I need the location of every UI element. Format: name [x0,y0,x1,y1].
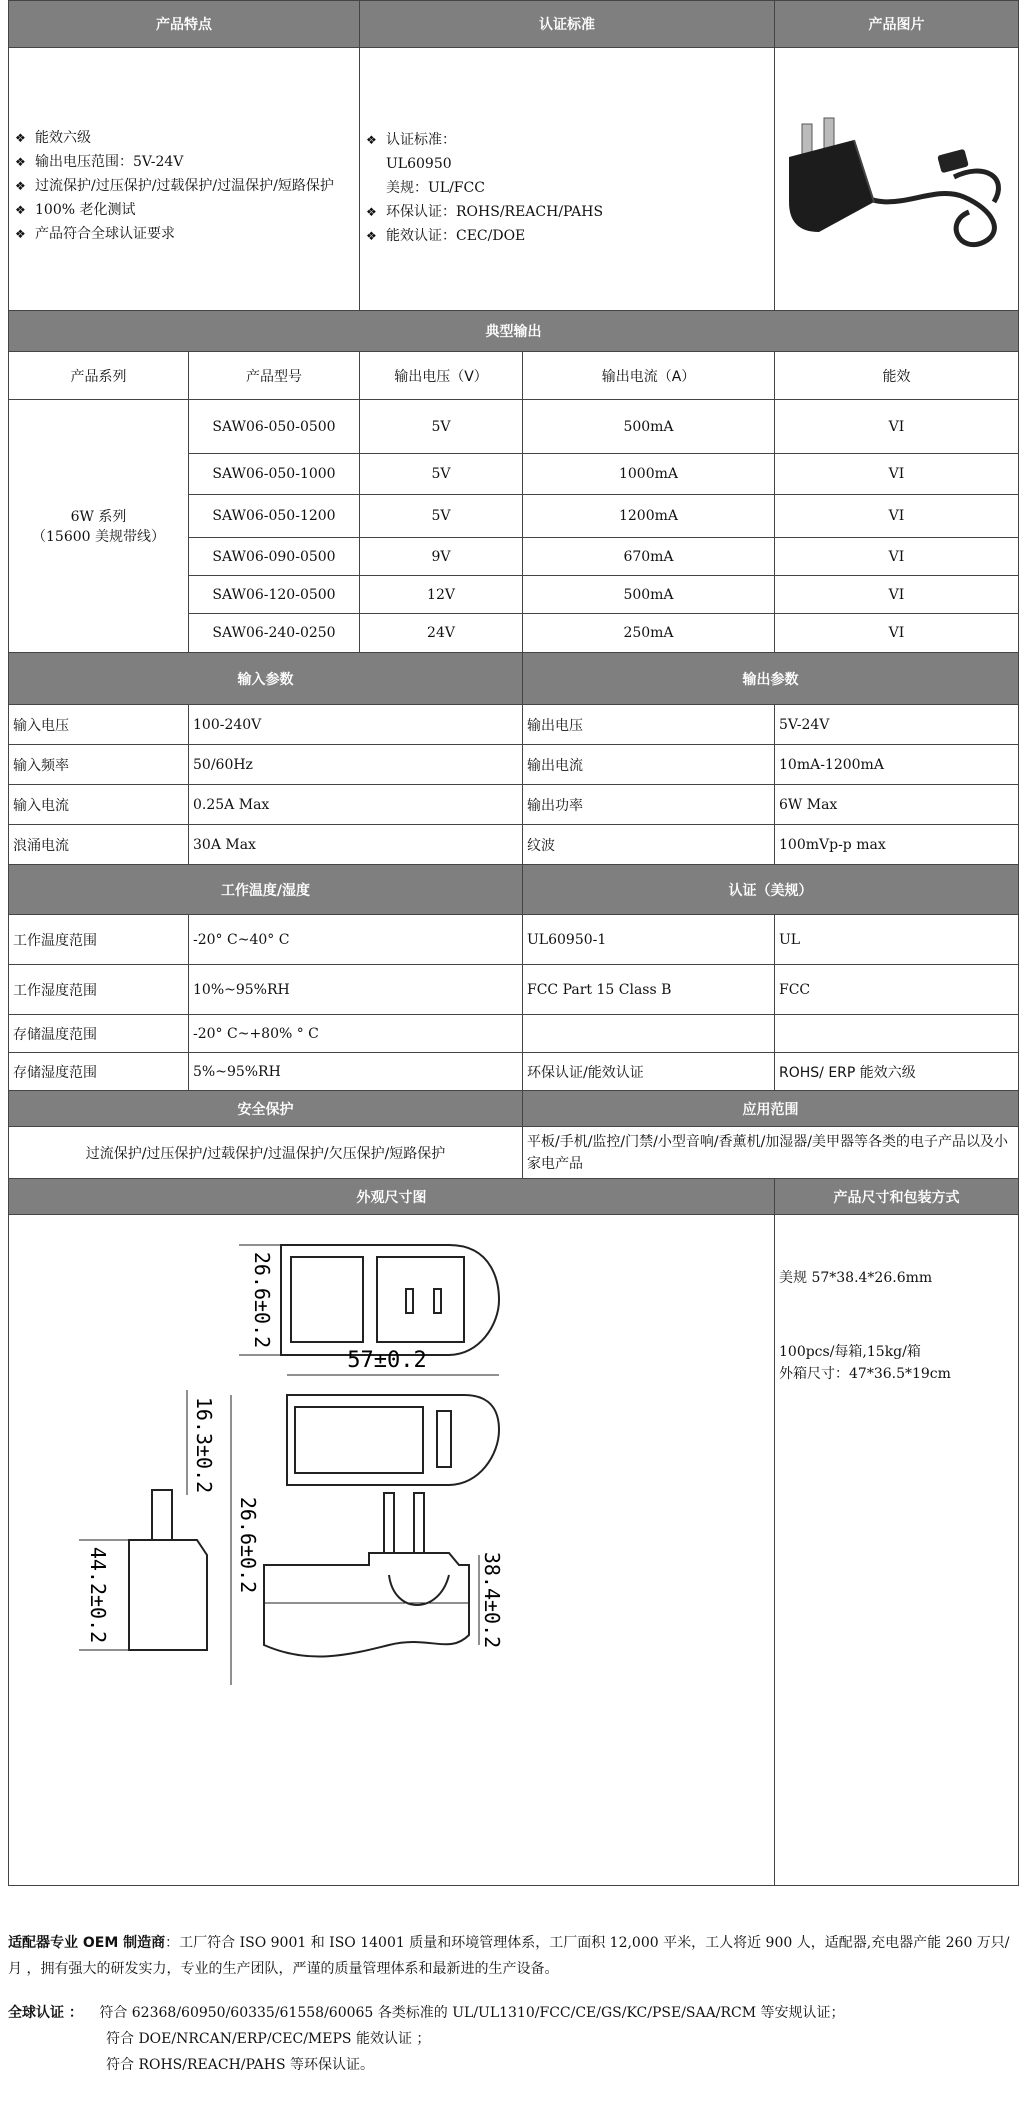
picture-header: 产品图片 [775,1,1019,48]
bottom-view-prong [414,1493,424,1553]
cert-cell [360,48,775,311]
cert-value [775,1015,1019,1053]
front-view-body [129,1540,207,1650]
env-label: 存储温度范围 [9,1015,189,1053]
model-cell: SAW06-050-0500 [189,400,360,454]
dimension-drawing-cell [9,1215,775,1886]
param-value: 5V-24V [775,705,1019,745]
model-cell: SAW06-050-1000 [189,454,360,495]
param-value: 6W Max [775,785,1019,825]
efficiency-cell: VI [775,495,1019,538]
efficiency-cell: VI [775,538,1019,576]
param-label: 纹波 [523,825,775,865]
input-params-header: 输入参数 [9,653,523,705]
param-value: 10mA-1200mA [775,745,1019,785]
features-cell [9,48,360,311]
adapter-body-image [789,140,874,232]
spec-sheet [8,0,1018,1886]
global-cert-line [8,2000,1018,2026]
current-cell: 500mA [523,400,775,454]
column-header: 输出电压（V） [360,352,523,400]
adapter-photo [779,82,1015,272]
features-list [13,126,355,246]
cert-us-header: 认证（美规） [523,865,1019,915]
product-photo-cell [775,48,1019,311]
param-label: 输出电流 [523,745,775,785]
voltage-cell: 12V [360,576,523,614]
cert-label: UL60950-1 [523,915,775,965]
voltage-cell: 9V [360,538,523,576]
efficiency-cell: VI [775,614,1019,653]
cert-label: FCC Part 15 Class B [523,965,775,1015]
current-cell: 250mA [523,614,775,653]
env-value: -20° C~40° C [189,915,523,965]
env-header: 工作温度/湿度 [9,865,523,915]
param-value: 100mVp-p max [775,825,1019,865]
global-cert-line: 符合 ROHS/REACH/PAHS 等环保认证。 [106,2057,374,2073]
feature-item: ❖ 能效六级 [13,126,355,150]
param-label: 输出电压 [523,705,775,745]
global-cert-label: 全球认证 ： [8,2005,83,2021]
packing-box: 外箱尺寸：47*36.5*19cm [779,1366,951,1382]
efficiency-cell: VI [775,400,1019,454]
series-cell [9,400,189,653]
cert-item: ❖ 环保认证：ROHS/REACH/PAHS [364,200,770,224]
param-value: 50/60Hz [189,745,523,785]
series-name: 6W 系列 [70,509,127,525]
safety-header: 安全保护 [9,1091,523,1127]
oem-label: 适配器专业 OEM 制造商 [8,1935,166,1951]
cert-line: 美规：UL/FCC [386,180,485,196]
voltage-cell: 24V [360,614,523,653]
side-view-switch [437,1411,451,1467]
env-value: 5%~95%RH [189,1053,523,1091]
packing-qty: 100pcs/每箱,15kg/箱 [779,1344,921,1360]
model-cell: SAW06-050-1200 [189,495,360,538]
env-value: -20° C~+80% ° C [189,1015,523,1053]
cert-header: 认证标准 [360,1,775,48]
model-cell: SAW06-240-0250 [189,614,360,653]
env-label: 存储湿度范围 [9,1053,189,1091]
company-footer [8,1930,1018,2078]
prong-image [802,124,812,154]
voltage-cell: 5V [360,454,523,495]
voltage-cell: 5V [360,400,523,454]
cert-item: ❖ 能效认证：CEC/DOE [364,224,770,248]
cert-item: ❖ 认证标准： [364,128,770,152]
dim-right-label: 38.4±0.2 [480,1551,504,1649]
model-cell: SAW06-090-0500 [189,538,360,576]
top-view-socket [377,1257,464,1342]
packing-cell [775,1215,1019,1886]
output-params-header: 输出参数 [523,653,1019,705]
current-cell: 670mA [523,538,775,576]
env-label: 工作湿度范围 [9,965,189,1015]
cert-value: ROHS/ ERP 能效六级 [775,1053,1019,1091]
current-cell: 500mA [523,576,775,614]
voltage-cell: 5V [360,495,523,538]
param-label: 浪涌电流 [9,825,189,865]
bottom-view-curve [389,1575,449,1605]
param-value: 30A Max [189,825,523,865]
global-cert-text: 符合 62368/60950/60335/61558/60065 各类标准的 UL/UL1310/FCC/CE/GS/KC/PSE/SAA/RCM 等安规认证； [99,2005,845,2021]
cert-label: 环保认证/能效认证 [523,1053,775,1091]
dc-plug-image [937,149,969,174]
side-view-outline [287,1395,499,1485]
cert-value: FCC [775,965,1019,1015]
oem-paragraph [8,1930,1018,1982]
feature-item: ❖ 输出电压范围：5V-24V [13,150,355,174]
param-value: 100-240V [189,705,523,745]
cert-label [523,1015,775,1053]
param-label: 输入频率 [9,745,189,785]
column-header: 产品型号 [189,352,360,400]
cert-line: UL60950 [386,156,452,172]
efficiency-cell: VI [775,576,1019,614]
oem-text: ：工厂符合 ISO 9001 和 ISO 14001 质量和环境管理体系，工厂面积 12,000 平米，工人将近 900 人，适配器,充电器产能 260 万只/月 ，拥有强大的研发实力，专业的生产团队，严谨的质量管理体系和最新进的生产设备。 [8,1935,1010,1977]
feature-item: ❖ 过流保护/过压保护/过载保护/过温保护/短路保护 [13,174,355,198]
column-header: 产品系列 [9,352,189,400]
param-label: 输入电流 [9,785,189,825]
dim-front-label: 44.2±0.2 [86,1546,110,1644]
feature-item: ❖ 100% 老化测试 [13,198,355,222]
application-text: 平板/手机/监控/门禁/小型音响/香薰机/加湿器/美甲器等各类的电子产品以及小家电产品 [523,1127,1019,1179]
series-note: （15600 美规带线） [32,529,165,545]
typical-output-header: 典型输出 [9,311,1019,352]
cert-list [364,128,770,152]
column-header: 能效 [775,352,1019,400]
packing-size: 美规 57*38.4*26.6mm [779,1270,933,1286]
column-header: 输出电流（A） [523,352,775,400]
top-view-outline [281,1245,499,1355]
model-cell: SAW06-120-0500 [189,576,360,614]
top-view-slot [434,1289,441,1313]
front-view-prong [152,1490,172,1540]
current-cell: 1200mA [523,495,775,538]
spec-table [8,0,1019,1886]
packing-header: 产品尺寸和包装方式 [775,1179,1019,1215]
dim-top-label: 26.6±0.2 [250,1251,274,1349]
env-label: 工作温度范围 [9,915,189,965]
prong-image [824,118,834,148]
param-label: 输出功率 [523,785,775,825]
bottom-view-prong [384,1493,394,1553]
current-cell: 1000mA [523,454,775,495]
side-view-inner [295,1407,423,1473]
application-header: 应用范围 [523,1091,1019,1127]
safety-text: 过流保护/过压保护/过载保护/过温保护/欠压保护/短路保护 [9,1127,523,1179]
features-header: 产品特点 [9,1,360,48]
global-cert-line: 符合 DOE/NRCAN/ERP/CEC/MEPS 能效认证 ； [106,2031,431,2047]
feature-item: ❖ 产品符合全球认证要求 [13,222,355,246]
dim-length-label: 57±0.2 [347,1348,427,1373]
top-view-label-area [291,1257,363,1342]
bottom-view-body [264,1553,469,1657]
dim-side-label: 26.6±0.2 [236,1496,260,1594]
top-view-slot [406,1289,413,1313]
dimension-header: 外观尺寸图 [9,1179,775,1215]
dimension-drawing [9,1215,775,1881]
env-value: 10%~95%RH [189,965,523,1015]
param-label: 输入电压 [9,705,189,745]
param-value: 0.25A Max [189,785,523,825]
efficiency-cell: VI [775,454,1019,495]
cert-list-2 [364,200,770,248]
cert-value: UL [775,915,1019,965]
dim-mid-label: 16.3±0.2 [192,1396,216,1494]
